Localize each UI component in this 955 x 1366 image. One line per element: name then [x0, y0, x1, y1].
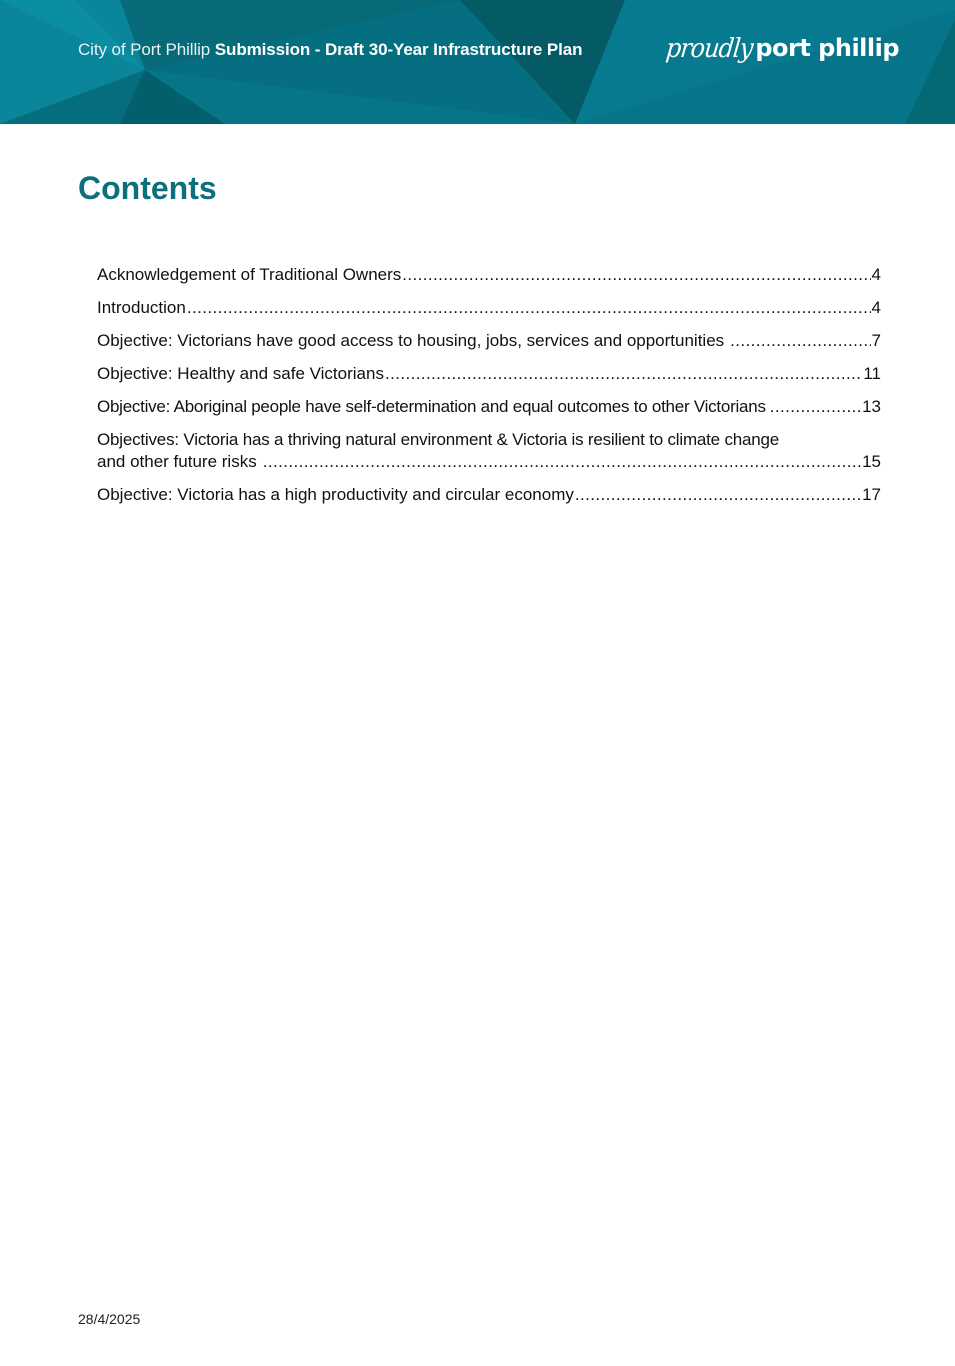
- toc-entry-title[interactable]: Introduction: [97, 298, 186, 317]
- toc-entry-title[interactable]: Objective: Victorians have good access to housing, jobs, services and opportunities: [97, 331, 725, 350]
- logo-script-text: proudly: [664, 32, 754, 64]
- toc-entry[interactable]: [97, 484, 881, 506]
- toc-dot-leader: [263, 451, 861, 473]
- toc-entry[interactable]: [97, 330, 881, 352]
- toc-page-number[interactable]: 15: [862, 452, 881, 471]
- toc-entry[interactable]: [97, 297, 881, 319]
- toc-dot-leader: [730, 330, 870, 352]
- toc-dot-leader: [187, 297, 871, 319]
- toc-entry-title-line-1[interactable]: Objectives: Victoria has a thriving natural environment & Victoria is resilient to climate change: [97, 430, 780, 449]
- toc-page-number[interactable]: 4: [871, 265, 881, 284]
- toc-entry-title[interactable]: Objective: Healthy and safe Victorians: [97, 364, 384, 383]
- toc-entry-title[interactable]: Acknowledgement of Traditional Owners: [97, 265, 402, 284]
- toc-page-number[interactable]: 7: [871, 331, 881, 350]
- toc-entry[interactable]: [97, 264, 881, 286]
- toc-dot-leader: [385, 363, 862, 385]
- page-header-banner: [0, 0, 955, 124]
- toc-entry-title[interactable]: Objective: Aboriginal people have self-determination and equal outcomes to other Victorians: [97, 397, 766, 416]
- toc-entry[interactable]: [97, 429, 881, 473]
- toc-entry[interactable]: [97, 363, 881, 385]
- document-subtitle: Submission - Draft 30-Year Infrastructure Plan: [214, 40, 583, 59]
- document-title: [78, 40, 582, 60]
- toc-dot-leader: [402, 264, 870, 286]
- toc-entry-title-line-2[interactable]: and other future risks: [97, 452, 257, 471]
- table-of-contents: [97, 264, 881, 517]
- toc-page-number[interactable]: 11: [863, 364, 881, 383]
- footer-date: 28/4/2025: [78, 1311, 141, 1327]
- contents-heading: Contents: [78, 170, 217, 206]
- toc-page-number[interactable]: 4: [871, 298, 881, 317]
- toc-dot-leader: [770, 396, 861, 418]
- toc-page-number[interactable]: 17: [862, 485, 881, 504]
- toc-entry-title[interactable]: Objective: Victoria has a high productivity and circular economy: [97, 485, 574, 504]
- organisation-name: City of Port Phillip: [78, 40, 211, 59]
- logo-wordmark: port phillip: [755, 34, 900, 62]
- proudly-port-phillip-logo: [666, 34, 899, 74]
- toc-page-number[interactable]: 13: [862, 397, 881, 416]
- toc-dot-leader: [575, 484, 861, 506]
- toc-entry[interactable]: [97, 396, 881, 418]
